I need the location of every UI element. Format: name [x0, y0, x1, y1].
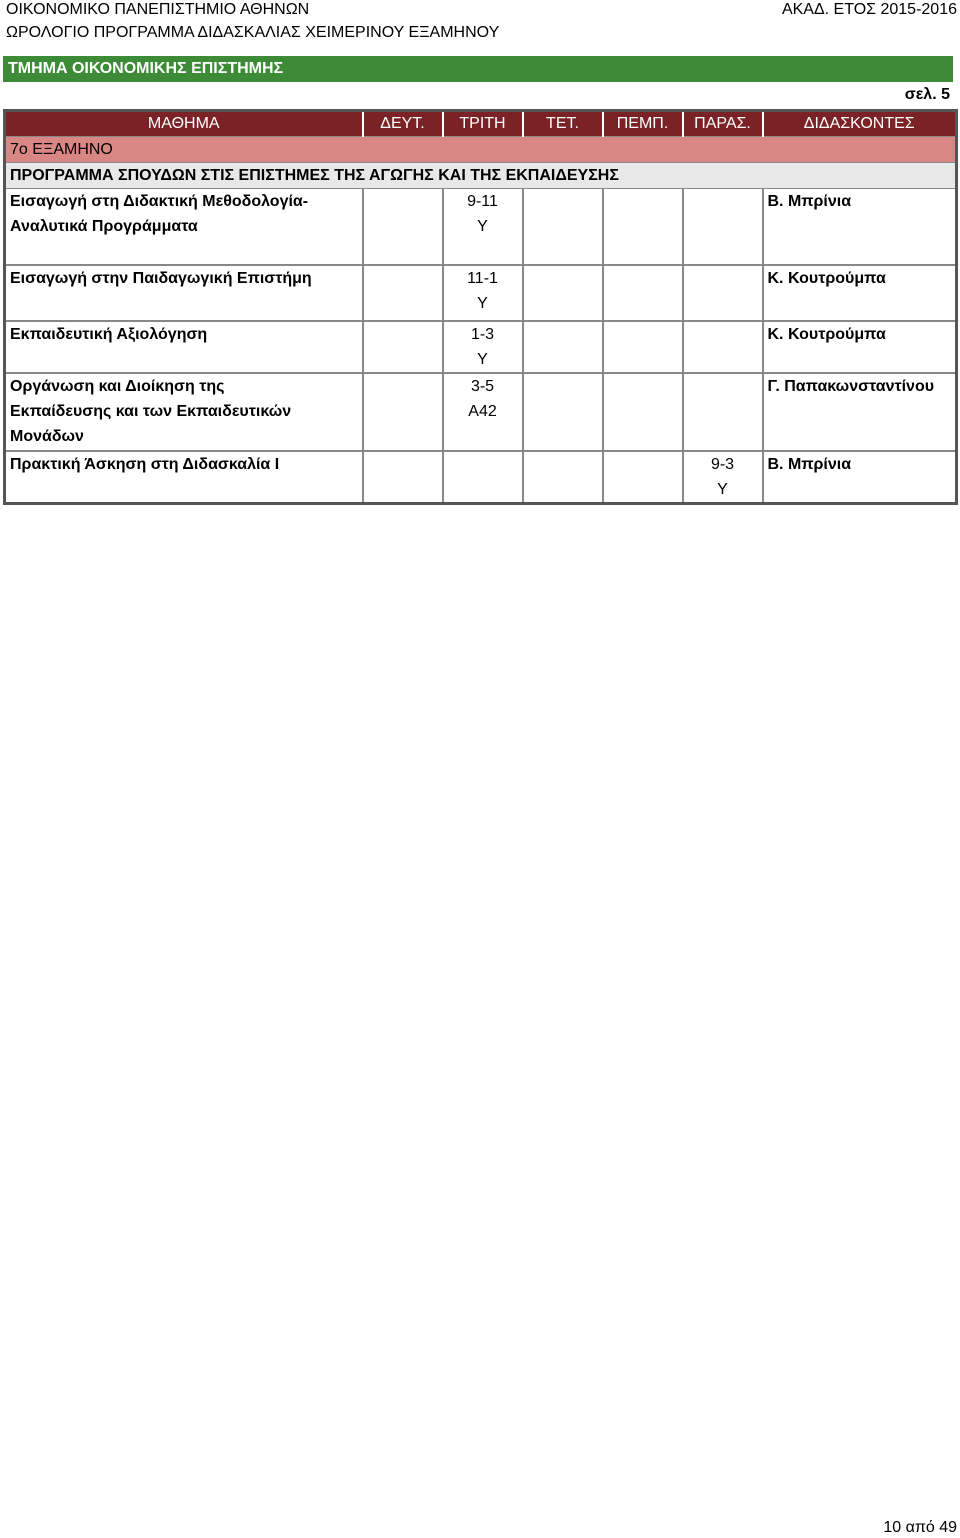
table-row	[5, 373, 957, 451]
department-banner: ΤΜΗΜΑ ΟΙΚΟΝΟΜΙΚΗΣ ΕΠΙΣΤΗΜΗΣ	[3, 56, 953, 82]
instructor-cell	[763, 373, 957, 451]
slot-time: 9-11	[467, 193, 498, 210]
column-header-row	[5, 111, 957, 137]
course-name-line: Εκπαιδευτική Αξιολόγηση	[10, 325, 208, 343]
schedule-title: ΩΡΟΛΟΓΙΟ ΠΡΟΓΡΑΜΜΑ ΔΙΔΑΣΚΑΛΙΑΣ ΧΕΙΜΕΡΙΝΟΥ ΕΞΑΜΗΝΟΥ	[6, 24, 500, 41]
slot-wednesday	[523, 265, 603, 321]
slot-time: 1-3	[470, 325, 495, 343]
instructor-name: Β. Μπρίνια	[767, 455, 852, 473]
slot-tuesday	[443, 321, 523, 373]
course-name-line: Αναλυτικά Προγράμματα	[10, 218, 198, 235]
slot-friday	[683, 373, 763, 451]
column-header-thursday: ΠΕΜΠ.	[603, 111, 683, 137]
slot-room: Υ	[477, 350, 488, 368]
slot-thursday	[603, 373, 683, 451]
course-name-line: Μονάδων	[10, 427, 84, 445]
table-row	[5, 321, 957, 373]
slot-tuesday	[443, 373, 523, 451]
slot-monday	[363, 373, 443, 451]
course-name	[5, 189, 363, 265]
instructor-name: Β. Μπρίνια	[767, 193, 852, 210]
page-label: σελ. 5	[904, 86, 950, 103]
course-name	[5, 265, 363, 321]
column-header-course: ΜΑΘΗΜΑ	[5, 111, 363, 137]
slot-friday	[683, 451, 763, 504]
slot-time: 3-5	[470, 377, 495, 395]
schedule-table	[3, 109, 958, 505]
slot-time: 11-1	[467, 269, 498, 287]
slot-thursday	[603, 451, 683, 504]
slot-tuesday	[443, 189, 523, 265]
table-row	[5, 451, 957, 504]
slot-tuesday	[443, 451, 523, 504]
program-row	[5, 163, 957, 189]
slot-thursday	[603, 321, 683, 373]
table-row	[5, 265, 957, 321]
course-name	[5, 321, 363, 373]
slot-wednesday	[523, 451, 603, 504]
slot-thursday	[603, 265, 683, 321]
slot-wednesday	[523, 373, 603, 451]
university-name: ΟΙΚΟΝΟΜΙΚΟ ΠΑΝΕΠΙΣΤΗΜΙΟ ΑΘΗΝΩΝ	[6, 1, 310, 18]
instructor-name: Γ. Παπακωνσταντίνου	[767, 377, 935, 395]
slot-room: Υ	[717, 480, 728, 498]
slot-time: 9-3	[710, 455, 735, 473]
column-header-monday: ΔΕΥΤ.	[363, 111, 443, 137]
slot-room: Υ	[477, 294, 488, 312]
slot-monday	[363, 321, 443, 373]
table-row	[5, 189, 957, 265]
slot-wednesday	[523, 321, 603, 373]
course-name	[5, 451, 363, 504]
slot-monday	[363, 189, 443, 265]
instructor-name: Κ. Κουτρούμπα	[767, 269, 886, 287]
page-counter: 10 από 49	[883, 1519, 957, 1536]
semester-label: 7ο ΕΞΑΜΗΝΟ	[5, 137, 957, 163]
course-name-line: Οργάνωση και Διοίκηση της	[10, 377, 225, 395]
slot-tuesday	[443, 265, 523, 321]
slot-room: Α42	[468, 402, 497, 420]
column-header-instructors: ΔΙΔΑΣΚΟΝΤΕΣ	[763, 111, 957, 137]
instructor-cell	[763, 321, 957, 373]
slot-thursday	[603, 189, 683, 265]
course-name	[5, 373, 363, 451]
slot-friday	[683, 321, 763, 373]
column-header-wednesday: ΤΕΤ.	[523, 111, 603, 137]
course-name-line: Εισαγωγή στην Παιδαγωγική Επιστήμη	[10, 269, 312, 287]
semester-row	[5, 137, 957, 163]
academic-year: ΑΚΑΔ. ΕΤΟΣ 2015-2016	[781, 1, 957, 18]
instructor-cell	[763, 265, 957, 321]
slot-monday	[363, 451, 443, 504]
column-header-tuesday: ΤΡΙΤΗ	[443, 111, 523, 137]
course-name-line: Εισαγωγή στη Διδακτική Μεθοδολογία-	[10, 193, 309, 210]
slot-monday	[363, 265, 443, 321]
slot-room: Υ	[477, 218, 488, 235]
course-name-line: Εκπαίδευσης και των Εκπαιδευτικών	[10, 402, 292, 420]
instructor-cell	[763, 189, 957, 265]
instructor-cell	[763, 451, 957, 504]
program-label: ΠΡΟΓΡΑΜΜΑ ΣΠΟΥΔΩΝ ΣΤΙΣ ΕΠΙΣΤΗΜΕΣ ΤΗΣ ΑΓΩΓΗΣ ΚΑΙ ΤΗΣ ΕΚΠΑΙΔΕΥΣΗΣ	[5, 163, 957, 189]
slot-wednesday	[523, 189, 603, 265]
column-header-friday: ΠΑΡΑΣ.	[683, 111, 763, 137]
course-name-line: Πρακτική Άσκηση στη Διδασκαλία Ι	[10, 455, 280, 473]
slot-friday	[683, 265, 763, 321]
instructor-name: Κ. Κουτρούμπα	[767, 325, 886, 343]
slot-friday	[683, 189, 763, 265]
